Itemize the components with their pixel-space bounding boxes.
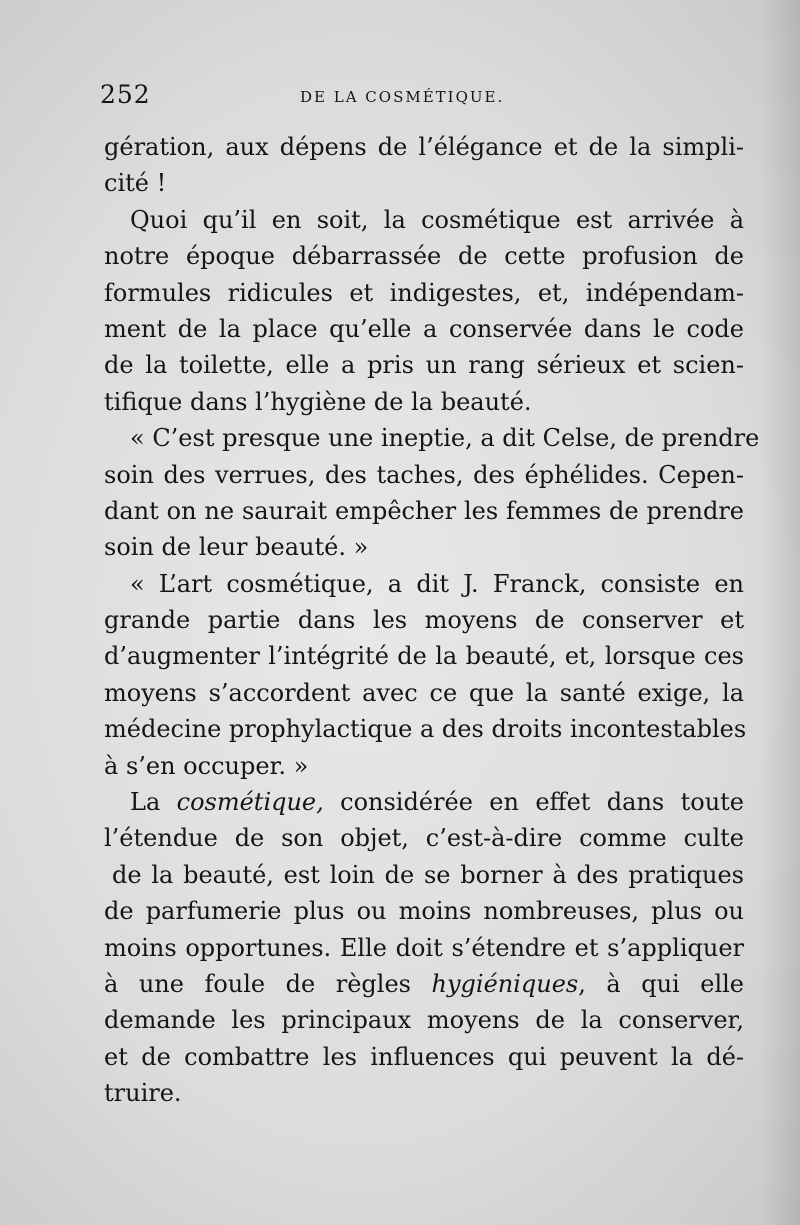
text-line: de la beauté, est loin de se borner à des pratiques [112, 860, 744, 889]
text-line: médecine prophylactique a des droits incontestables [104, 715, 747, 744]
text-line: cité ! [104, 169, 167, 198]
text-fragment: à une foule de règles [104, 969, 411, 998]
text-line: demande les principaux moyens de la conserver, [104, 1006, 744, 1035]
text-line: soin des verrues, des taches, des éphélides. Cepen- [104, 460, 744, 489]
text-line: gération, aux dépens de l’élégance et de la simpli- [104, 133, 744, 161]
text-line: l’étendue de son objet, c’est-à-dire comme culte [104, 824, 744, 853]
text-line: grande partie dans les moyens de conserver et [104, 606, 744, 635]
text-line: tifique dans l’hygiène de la beauté. [104, 387, 532, 416]
text-line: dant on ne saurait empêcher les femmes de prendre [104, 496, 744, 525]
text-line: notre époque débarrassée de cette profusion de [104, 242, 744, 271]
text-line: « C’est presque une ineptie, a dit Celse, de prendre [130, 424, 760, 453]
running-header [100, 80, 740, 120]
text-line: d’augmenter l’intégrité de la beauté, et, lorsque ces [104, 642, 744, 671]
text-line: moins opportunes. Elle doit s’étendre et s’appliquer [104, 933, 744, 962]
text-fragment: , à qui elle [578, 969, 744, 998]
page-edge-shadow [760, 0, 800, 1225]
text-line [104, 784, 744, 820]
page-number: 252 [100, 80, 151, 109]
text-line: truire. [104, 1079, 182, 1108]
text-line: ment de la place qu’elle a conservée dans le code [104, 314, 744, 343]
text-fragment: considérée en effet dans toute [340, 788, 744, 817]
italic-term: hygiéniques [431, 969, 579, 998]
running-title: DE LA COSMÉTIQUE. [300, 88, 505, 106]
text-line: à s’en occuper. » [104, 751, 309, 780]
text-fragment: La [130, 788, 161, 817]
text-line [104, 966, 744, 1002]
text-line: « L’art cosmétique, a dit J. Franck, consiste en [130, 569, 744, 598]
text-line: formules ridicules et indigestes, et, indépendam- [104, 278, 744, 307]
text-line: et de combattre les influences qui peuvent la dé- [104, 1042, 744, 1071]
text-line: de parfumerie plus ou moins nombreuses, plus ou [104, 897, 744, 926]
text-line: soin de leur beauté. » [104, 533, 369, 562]
text-line: moyens s’accordent avec ce que la santé exige, la [104, 678, 744, 707]
text-line: de la toilette, elle a pris un rang sérieux et scien- [104, 351, 744, 380]
italic-term: cosmétique, [176, 788, 324, 817]
text-line: Quoi qu’il en soit, la cosmétique est arrivée à [130, 205, 744, 234]
body-text [104, 129, 760, 1112]
